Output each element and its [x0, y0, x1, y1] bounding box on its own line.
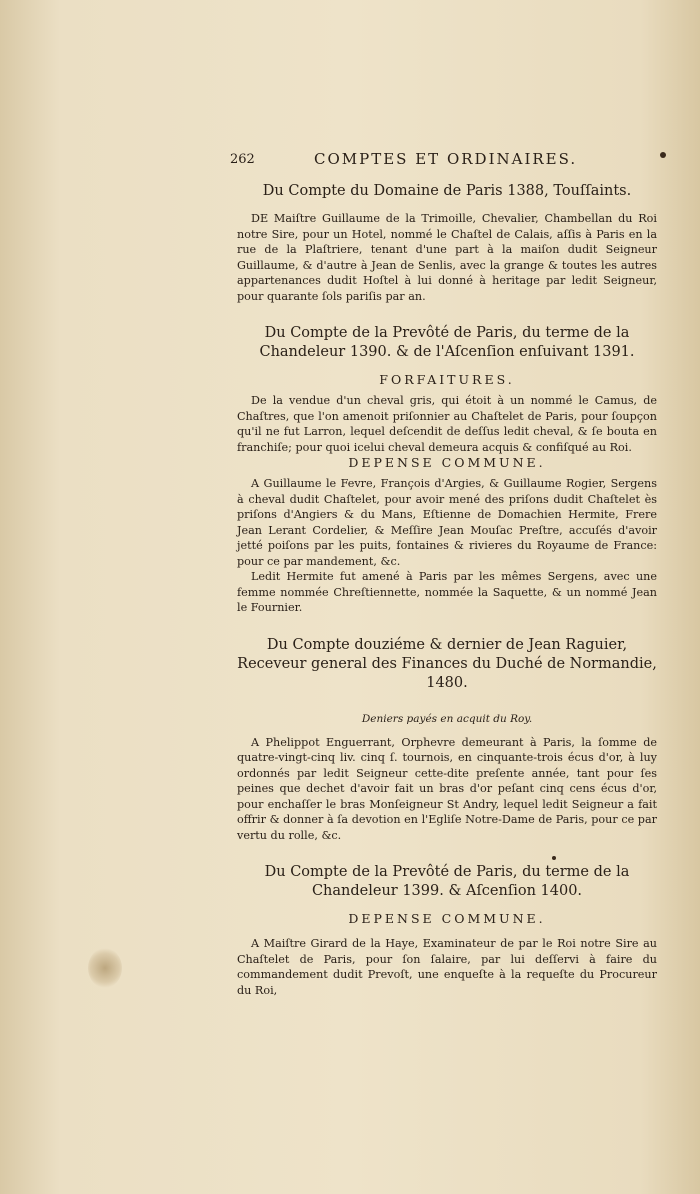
section-heading: Du Compte de la Prevôté de Paris, du terme de la Chandeleur 1390. & de l'Aſcenſion enſuivant 1391.: [259, 325, 635, 360]
page-header: [230, 150, 670, 172]
paragraph: DE Maiſtre Guillaume de la Trimoille, Chevalier, Chambellan du Roi notre Sire, pour un Hotel, nommé le Chaſtel de Calais, aſſis à Paris en la rue de la Plaſtriere, tenant d'une part à la maiſon dudit Seigneur Guillaume, & d'autre à Jean de Senlis, avec la grange & toutes les autres appartenances dudit Hoſtel à lui donné à heritage par ledit Seigneur, pour quarante ſols pariſis par an.: [237, 212, 657, 303]
subheading: Deniers payés en acquit du Roy.: [361, 712, 533, 725]
paper-stain: [88, 948, 122, 988]
running-title: COMPTES ET ORDINAIRES.: [314, 150, 578, 168]
paragraph: A Guillaume le Fevre, François d'Argies, & Guillaume Rogier, Sergens à cheval dudit Chaſtelet, pour avoir mené des priſons dudit Chaſtelet ès priſons d'Angiers & du Mans, Eſtienne de Domachien Hermite, Frere Jean Lerant Cordelier, & Meſſire Jean Mouſac Preſtre, accuſés d'avoir jetté poiſons par les puits, fontaines & rivieres du Royaume de France: pour ce par mandement, &c.: [237, 477, 657, 568]
section-heading: Du Compte douziéme & dernier de Jean Raguier, Receveur general des Finances du Duché de Normandie, 1480.: [237, 636, 657, 691]
section-title: DEPENSE COMMUNE.: [348, 455, 546, 470]
section-title: FORFAITURES.: [379, 372, 515, 387]
section-title: DEPENSE COMMUNE.: [348, 911, 546, 926]
paragraph: De la vendue d'un cheval gris, qui étoit à un nommé le Camus, de Chaſtres, que l'on amenoit priſonnier au Chaſtelet de Paris, pour ſoupçon qu'il ne fut Larron, lequel deſcendit de deſſus ledit cheval, & ſe bouta en franchiſe; pour quoi icelui cheval demeura acquis & confiſqué au Roi.: [237, 394, 657, 454]
page-body: [237, 182, 657, 998]
section-heading: Du Compte du Domaine de Paris 1388, Touſſaints.: [262, 183, 632, 199]
page-number: 262: [230, 152, 255, 167]
paragraph: Ledit Hermite fut amené à Paris par les mêmes Sergens, avec une femme nommée Chreſtiennette, nommée la Saquette, & un nommé Jean le Fournier.: [237, 570, 657, 614]
paragraph: A Maiſtre Girard de la Haye, Examinateur de par le Roi notre Sire au Chaſtelet de Paris, pour ſon ſalaire, par lui deſſervi à faire du commandement dudit Prevoſt, une enqueſte à la requeſte du Procureur du Roi,: [237, 937, 657, 997]
paragraph: A Phelippot Enguerrant, Orphevre demeurant à Paris, la ſomme de quatre-vingt-cinq liv. cinq ſ. tournois, en cinquante-trois écus d'or, à luy ordonnés par ledit Seigneur cette-dite preſente année, tant pour ſes peines que dechet d'avoir fait un bras d'or peſant cinq cens écus d'or, pour enchaſſer le bras Monſeigneur St Andry, lequel ledit Seigneur a fait offrir & donner à ſa devotion en l'Egliſe Notre-Dame de Paris, pour ce par vertu du rolle, &c.: [237, 735, 657, 842]
section-heading: Du Compte de la Prevôté de Paris, du terme de la Chandeleur 1399. & Aſcenſion 1400.: [264, 864, 630, 899]
